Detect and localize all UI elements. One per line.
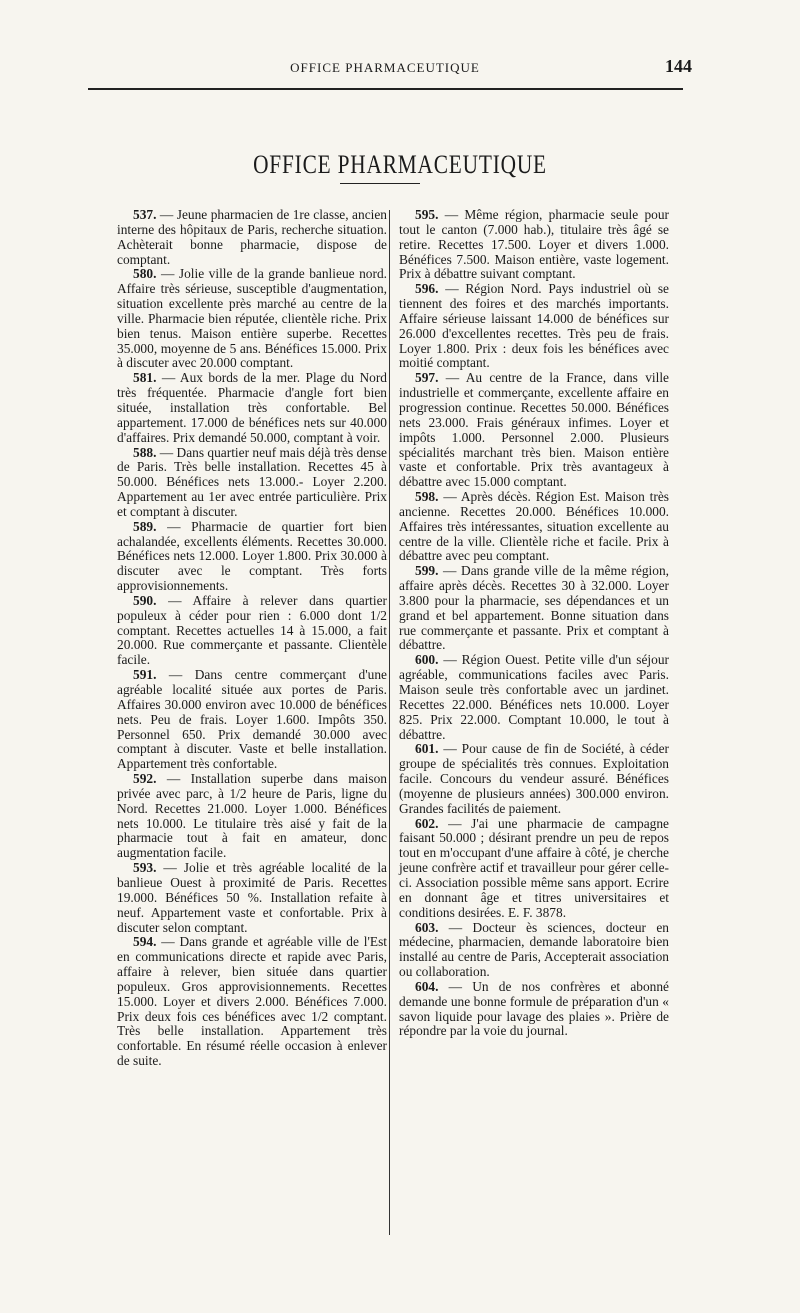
listing-entry — [117, 267, 387, 371]
listing-number: 589. — [133, 518, 157, 534]
listing-entry — [399, 980, 669, 1039]
listing-number: 594. — [133, 934, 157, 950]
listing-number: 590. — [133, 592, 157, 608]
listing-text: — Jeune pharmacien de 1re classe, ancien interne des hôpitaux de Paris, recherche situation. Achèterait bonne pharmacie, dispose de comptant. — [117, 207, 387, 267]
listing-entry — [117, 772, 387, 861]
listing-text: — Même région, pharmacie seule pour tout le canton (7.000 hab.), titulaire très âgé se retire. Recettes 17.500. Loyer et divers 1.000. Bénéfices 7.500. Maison entière, vaste logement. Prix à débattre suivant comptant. — [399, 207, 669, 282]
listing-entry — [117, 446, 387, 520]
title-rule — [340, 183, 420, 184]
listing-entry — [117, 208, 387, 267]
listing-entry — [399, 208, 669, 282]
listing-number: 600. — [415, 652, 439, 668]
listing-text: — Pour cause de fin de Société, à céder groupe de spécialités très connues. Exploitation facile. Concours du vendeur assuré. Bénéfices (moyenne de plusieurs années) 300.000 environ. Grandes facilités de paiement. — [399, 741, 669, 816]
column-divider — [389, 210, 390, 1235]
listing-number: 596. — [415, 281, 439, 297]
listing-text: — Dans grande ville de la même région, affaire après décès. Recettes 30 à 32.000. Loyer 3.800 pour la pharmacie, ses dépendances et un grand et bel appartement. Bonne situation dans rue commerçante et passante. Prix et comptant à débattre. — [399, 563, 669, 653]
listing-text: — Installation superbe dans maison privée avec parc, à 1/2 heure de Paris, ligne du Nord. Recettes 21.000. Loyer 1.000. Bénéfices nets 10.000. Le titulaire très aisé y fait de la pharmacie tout à fait en amateur, donc augmentation facile. — [117, 771, 387, 861]
listing-text: — Pharmacie de quartier fort bien achalandée, excellents éléments. Recettes 30.000. Bénéfices nets 12.000. Loyer 1.800. Prix 30.000 à discuter avec le comptant. Très forts approvisionnements. — [117, 518, 387, 594]
listing-entry — [399, 564, 669, 653]
listing-number: 592. — [133, 771, 157, 787]
listing-text: — Affaire à relever dans quartier populeux à céder pour rien : 6.000 dont 1/2 comptant. Recettes actuelles 14 à 15.000, a fait 20.000. Rue commerçante et passante. Clientèle facile. — [117, 592, 387, 668]
listing-entry — [117, 861, 387, 935]
listing-number: 603. — [415, 919, 439, 935]
listing-number: 602. — [415, 815, 439, 831]
listing-text: — Dans grande et agréable ville de l'Est en communications directe et rapide avec Paris, affaire à relever, bien située dans quartier populeux. Gros approvisionnements. Recettes 15.000. Loyer et divers 2.000. Bénéfices 7.000. Prix deux fois ces bénéfices avec 1/2 comptant. Très belle installation. Appartement très confortable. En résumé réelle occasion à enlever de suite. — [117, 934, 387, 1069]
listing-number: 595. — [415, 207, 439, 222]
listing-text: — Docteur ès sciences, docteur en médecine, pharmacien, demande laboratoire bien installé au centre de Paris, Accepterait association ou collaboration. — [399, 919, 669, 980]
listing-entry — [117, 935, 387, 1069]
listing-text: — Un de nos confrères et abonné demande une bonne formule de préparation d'un « savon liquide pour lavage des plaies ». Prière de répondre par la voie du journal. — [399, 978, 669, 1039]
listing-entry — [399, 921, 669, 980]
right-column — [399, 208, 669, 1039]
running-title: OFFICE PHARMACEUTIQUE — [290, 60, 480, 75]
listing-text: — Aux bords de la mer. Plage du Nord très fréquentée. Pharmacie d'angle fort bien située, installation très confortable. Bel appartement. 17.000 de bénéfices nets sur 40.000 d'affaires. Prix demandé 50.000, comptant à voir. — [117, 370, 387, 445]
listing-text: — Région Ouest. Petite ville d'un séjour agréable, communications faciles avec Paris. Maison seule très confortable avec un jardinet. Recettes 22.000. Bénéfices nets 10.000. Loyer 825. Prix 22.000. Comptant 10.000, le tout à débattre. — [399, 652, 669, 742]
listing-number: 580. — [133, 266, 157, 282]
page-title: OFFICE PHARMACEUTIQUE — [253, 150, 547, 180]
listing-number: 588. — [133, 444, 157, 460]
listing-entry — [399, 282, 669, 371]
listing-number: 537. — [133, 207, 157, 222]
listing-entry — [117, 668, 387, 772]
listing-entry — [117, 520, 387, 594]
listing-text: — Région Nord. Pays industriel où se tiennent des foires et des marchés importants. Affaire sérieuse laissant 14.000 de bénéfices sur 26.000 d'excellentes recettes. Très peu de frais. Loyer 1.800. Prix : deux fois les bénéfices avec moitié comptant. — [399, 281, 669, 371]
page-number: 144 — [665, 56, 692, 76]
listing-number: 581. — [133, 370, 157, 386]
listing-text: — Dans centre commerçant d'une agréable localité située aux portes de Paris. Affaires 30.000 environ avec 10.000 de bénéfices nets. Peu de frais. Loyer 1.600. Impôts 350. Personnel 650. Prix demandé 30.000 avec comptant à discuter. Vaste et belle installation. Appartement très confortable. — [117, 667, 387, 772]
listing-entry — [399, 490, 669, 564]
listing-number: 591. — [133, 667, 157, 683]
listing-text: — Au centre de la France, dans ville industrielle et commerçante, excellente affaire en progression continue. Recettes 50.000. Bénéfices nets 23.000. Frais généraux infimes. Loyer et impôts 1.000. Personnel 2.000. Plusieurs spécialités marchant très bien. Maison entière vaste et confortable. Prix très avantageux à débattre avec 15.000 comptant. — [399, 370, 669, 490]
listing-text: — Dans quartier neuf mais déjà très dense de Paris. Très belle installation. Recettes 45 à 50.000. Bénéfices nets 13.000.- Loyer 2.200. Appartement au 1er avec entrée particulière. Prix et comptant à discuter. — [117, 444, 387, 519]
listing-number: 601. — [415, 741, 439, 757]
listing-text: — Jolie et très agréable localité de la banlieue Ouest à proximité de Paris. Recettes 19.000. Bénéfices 50 %. Installation refaite à neuf. Appartement vaste et confortable. Prix à discuter selon comptant. — [117, 860, 387, 935]
listing-entry — [399, 653, 669, 742]
left-column — [117, 208, 387, 1069]
listing-entry — [117, 594, 387, 668]
listing-entry — [117, 371, 387, 445]
listing-number: 604. — [415, 978, 439, 994]
listing-text: — Jolie ville de la grande banlieue nord. Affaire très sérieuse, susceptible d'augmentation, situation excellente près marché au centre de la ville. Pharmacie bien réputée, clientèle riche. Prix bien tenus. Maison entière superbe. Recettes 35.000, moyenne de 5 ans. Bénéfices 15.000. Prix à discuter avec 20.000 comptant. — [117, 266, 387, 371]
listing-number: 598. — [415, 489, 439, 505]
listing-text: — J'ai une pharmacie de campagne faisant 50.000 ; désirant prendre un peu de repos tout en m'occupant d'une affaire à côté, je cherche jeune confrère actif et travailleur pour gérer celle-ci. Association possible même sans apport. Ecrire en donnant âge et titres universitaires et conditions desirées. E. F. 3878. — [399, 815, 669, 920]
listing-number: 599. — [415, 563, 439, 579]
listing-entry — [399, 817, 669, 921]
listing-number: 593. — [133, 860, 157, 876]
listing-entry — [399, 742, 669, 816]
listing-entry — [399, 371, 669, 490]
listing-text: — Après décès. Région Est. Maison très ancienne. Recettes 20.000. Bénéfices 10.000. Affaires très intéressantes, situation excellente au centre de la ville. Clientèle riche et facile. Prix à débattre avec peu comptant. — [399, 489, 669, 564]
listing-number: 597. — [415, 370, 439, 386]
running-head — [88, 56, 692, 82]
header-rule — [88, 88, 683, 90]
